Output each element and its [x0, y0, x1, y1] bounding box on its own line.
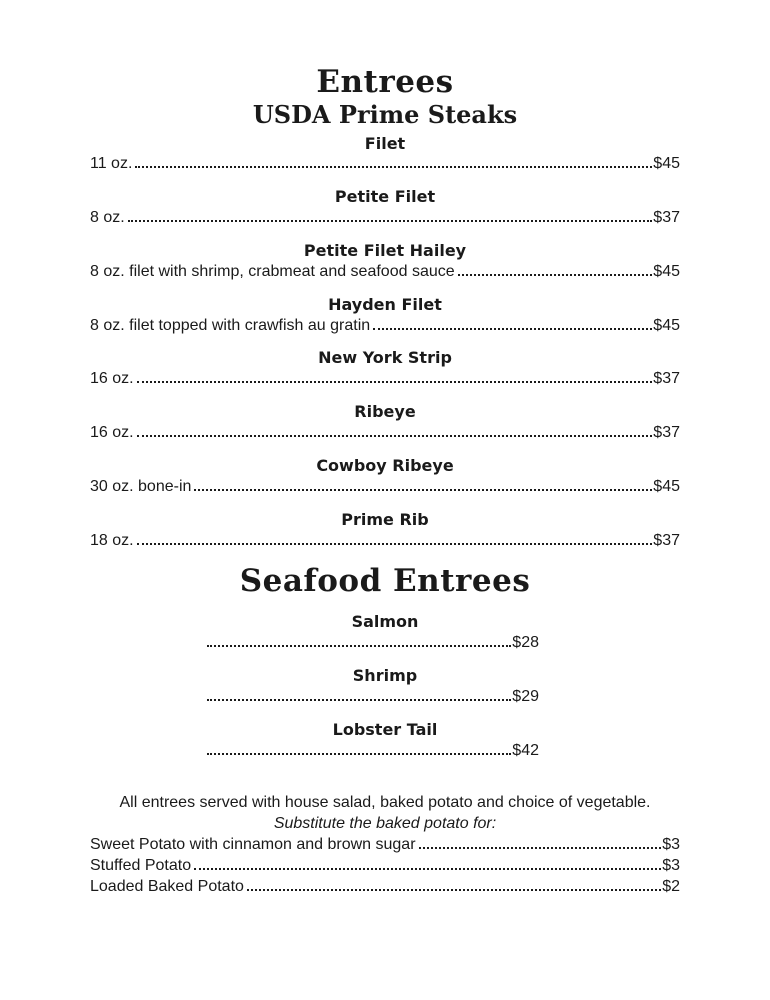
side-item-price: $2	[662, 878, 680, 895]
menu-item-description: 18 oz.	[90, 532, 134, 549]
side-item-row	[90, 856, 680, 876]
menu-item-name: Hayden Filet	[328, 295, 442, 314]
menu-item-row	[207, 741, 539, 761]
side-item-name: Loaded Baked Potato	[90, 878, 244, 895]
menu-item-name: Shrimp	[352, 666, 418, 685]
substitute-note: Substitute the baked potato for:	[273, 815, 497, 832]
side-item-name: Stuffed Potato	[90, 857, 192, 874]
dot-leader	[194, 489, 652, 491]
menu-item-price: $28	[512, 634, 539, 651]
menu-item-row	[207, 633, 539, 653]
side-item-name: Sweet Potato with cinnamon and brown sugar	[90, 836, 416, 853]
menu-item-price: $45	[653, 317, 680, 334]
served-with-note: All entrees served with house salad, baked potato and choice of vegetable.	[119, 794, 651, 811]
dot-leader	[135, 166, 652, 168]
menu-item-row	[90, 477, 680, 497]
dot-leader	[419, 847, 662, 849]
menu-item-price: $45	[653, 263, 680, 280]
menu-item-name: Petite Filet	[334, 187, 436, 206]
menu-item-description: 8 oz. filet topped with crawfish au gratin	[90, 317, 371, 334]
menu-item-price: $29	[512, 688, 539, 705]
dot-leader	[207, 753, 511, 755]
menu-item-price: $45	[653, 155, 680, 172]
section-title-seafood: Seafood Entrees	[239, 563, 531, 599]
page-title: Entrees	[316, 64, 454, 100]
menu-item-name: Prime Rib	[341, 510, 429, 529]
menu-item-row	[90, 369, 680, 389]
menu-item-row	[90, 423, 680, 443]
dot-leader	[137, 543, 653, 545]
menu-item-description: 8 oz. filet with shrimp, crabmeat and seafood sauce	[90, 263, 455, 280]
menu-item-description: 8 oz.	[90, 209, 125, 226]
menu-item-row	[90, 154, 680, 174]
menu-item-description: 16 oz.	[90, 370, 134, 387]
menu-item-name: Filet	[364, 134, 406, 153]
menu-item-name: Petite Filet Hailey	[303, 241, 467, 260]
menu-item-row	[90, 316, 680, 336]
menu-item-price: $42	[512, 742, 539, 759]
side-item-price: $3	[662, 857, 680, 874]
menu-item-price: $37	[653, 370, 680, 387]
dot-leader	[373, 328, 652, 330]
section-title-steaks: USDA Prime Steaks	[252, 100, 518, 129]
menu-item-name: Ribeye	[354, 402, 416, 421]
menu-item-row	[90, 531, 680, 551]
dot-leader	[458, 274, 653, 276]
dot-leader	[137, 435, 653, 437]
dot-leader	[128, 220, 653, 222]
dot-leader	[207, 645, 511, 647]
menu-item-price: $37	[653, 209, 680, 226]
side-item-row	[90, 877, 680, 897]
menu-item-row	[90, 262, 680, 282]
dot-leader	[137, 381, 653, 383]
side-item-price: $3	[662, 836, 680, 853]
dot-leader	[194, 868, 661, 870]
side-item-row	[90, 835, 680, 855]
menu-item-description: 30 oz. bone-in	[90, 478, 192, 495]
dot-leader	[207, 699, 511, 701]
dot-leader	[247, 889, 661, 891]
menu-item-name: Cowboy Ribeye	[316, 456, 454, 475]
menu-item-price: $45	[653, 478, 680, 495]
menu-item-row	[207, 687, 539, 707]
menu-item-description: 11 oz.	[90, 155, 133, 172]
menu-item-row	[90, 208, 680, 228]
menu-item-name: Lobster Tail	[332, 720, 438, 739]
menu-item-name: New York Strip	[318, 348, 452, 367]
menu-item-name: Salmon	[351, 612, 419, 631]
menu-item-price: $37	[653, 532, 680, 549]
menu-item-description: 16 oz.	[90, 424, 134, 441]
menu-item-price: $37	[653, 424, 680, 441]
